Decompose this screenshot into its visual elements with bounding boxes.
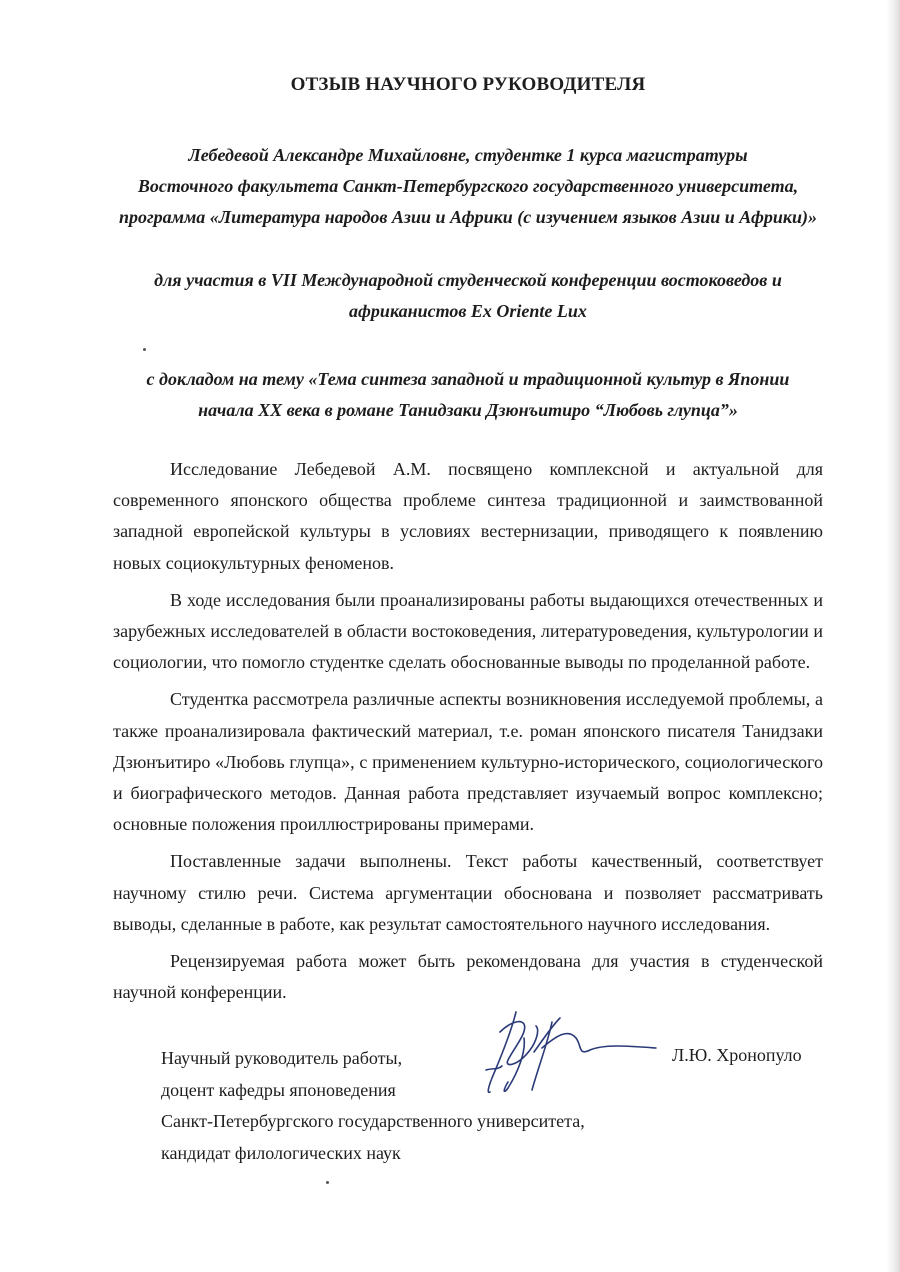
topic-block bbox=[100, 364, 836, 426]
recipient-line: Лебедевой Александре Михайловне, студентке 1 курса магистратуры bbox=[188, 145, 748, 165]
body-paragraph: Исследование Лебедевой А.М. посвящено комплексной и актуальной для современного японского общества проблеме синтеза традиционной и заимствованной западной европейской культуры в условиях вестернизации, приводящего к появлению новых социокультурных феноменов. bbox=[113, 459, 823, 573]
signer-role-line: Санкт-Петербургского государственного университета, bbox=[161, 1111, 585, 1132]
scan-speck bbox=[326, 1181, 329, 1184]
document-title: ОТЗЫВ НАУЧНОГО РУКОВОДИТЕЛЯ bbox=[290, 74, 646, 95]
body-paragraph: Студентка рассмотрела различные аспекты возникновения исследуемой проблемы, а также проанализировала фактический материал, т.е. роман японского писателя Танидзаки Дзюнъитиро «Любовь глупца», с применением культурно-исторического, социологического и биографического методов. Данная работа представляет изучаемый вопрос комплексно; основные положения проиллюстрированы примерами. bbox=[113, 689, 823, 835]
signer-role-line: кандидат филологических наук bbox=[161, 1142, 401, 1163]
page-edge-shadow bbox=[886, 0, 900, 1272]
body-paragraph: В ходе исследования были проанализированы работы выдающихся отечественных и зарубежных исследователей в области востоковедения, литературоведения, культурологии и социологии, что помогло студентке сделать обоснованные выводы по проделанной работе. bbox=[113, 589, 823, 673]
topic-line: начала XX века в романе Танидзаки Дзюнъитиро “Любовь глупца”» bbox=[198, 400, 738, 420]
signer-role-line: доцент кафедры японоведения bbox=[161, 1079, 396, 1100]
body-paragraph: Поставленные задачи выполнены. Текст работы качественный, соответствует научному стилю речи. Система аргументации обоснована и позволяет рассматривать выводы, сделанные в работе, как результат самостоятельного научного исследования. bbox=[113, 851, 823, 934]
purpose-block bbox=[100, 265, 836, 327]
handwritten-signature bbox=[478, 1008, 660, 1100]
scan-speck bbox=[143, 348, 146, 351]
signer-role-line: Научный руководитель работы, bbox=[161, 1048, 403, 1068]
purpose-line: африканистов Ex Oriente Lux bbox=[349, 301, 587, 321]
body-paragraph: Рецензируемая работа может быть рекомендована для участия в студенческой научной конференции. bbox=[113, 951, 823, 1003]
recipient-line: Восточного факультета Санкт-Петербургского государственного университета, bbox=[137, 176, 799, 196]
topic-line: с докладом на тему «Тема синтеза западной и традиционной культур в Японии bbox=[146, 369, 790, 389]
recipient-block bbox=[100, 140, 836, 233]
recipient-line: программа «Литература народов Азии и Африки (с изучением языков Азии и Африки)» bbox=[118, 207, 818, 227]
review-body bbox=[113, 454, 823, 1014]
signer-name: Л.Ю. Хронопуло bbox=[672, 1045, 802, 1065]
purpose-line: для участия в VII Международной студенческой конференции востоковедов и bbox=[154, 270, 782, 290]
